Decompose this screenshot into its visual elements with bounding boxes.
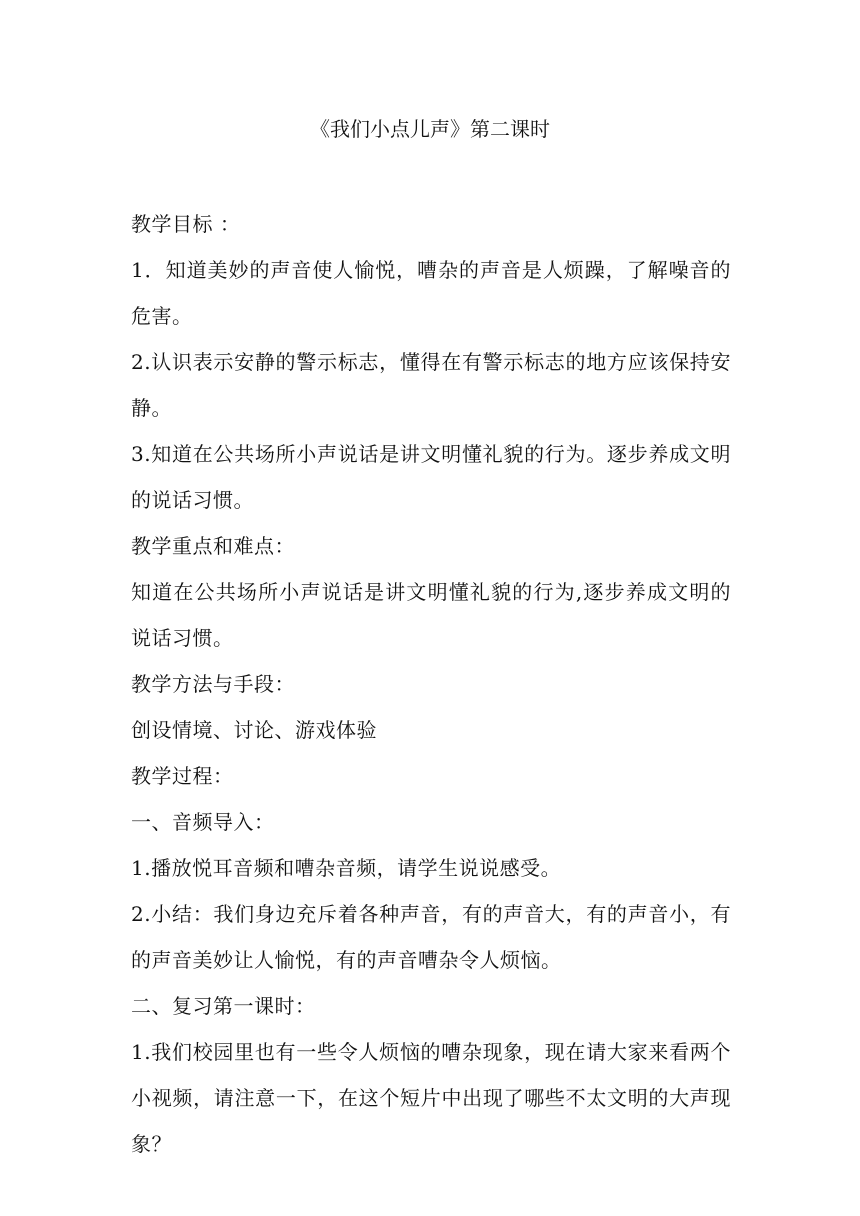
process-step-2-item-1: 1.我们校园里也有一些令人烦恼的嘈杂现象，现在请大家来看两个小视频，请注意一下，在这个短片中出现了哪些不太文明的大声现象？ [131,1040,731,1156]
document-title: 《我们小点儿声》第二课时 [310,117,550,141]
section-heading-key-points: 教学重点和难点： [131,534,295,558]
process-step-heading-2: 二、复习第一课时： [131,994,316,1018]
key-points-text: 知道在公共场所小声说话是讲文明懂礼貌的行为,逐步养成文明的说话习惯。 [131,580,731,650]
section-heading-methods: 教学方法与手段： [131,672,295,696]
section-heading-objectives: 教学目标 ： [131,212,241,236]
process-step-heading-1: 一、音频导入： [131,810,275,834]
document-body [131,201,731,1167]
methods-text: 创设情境、讨论、游戏体验 [131,718,377,742]
objective-item-1: 1．知道美妙的声音使人愉悦，嘈杂的声音是人烦躁，了解噪音的危害。 [131,258,731,328]
objective-item-3: 3.知道在公共场所小声说话是讲文明懂礼貌的行为。逐步养成文明的说话习惯。 [131,442,731,512]
section-heading-process: 教学过程： [131,764,234,788]
objective-item-2: 2.认识表示安静的警示标志，懂得在有警示标志的地方应该保持安静。 [131,350,731,420]
process-step-1-item-1: 1.播放悦耳音频和嘈杂音频，请学生说说感受。 [131,856,562,880]
process-step-1-item-2: 2.小结：我们身边充斥着各种声音，有的声音大，有的声音小，有的声音美妙让人愉悦，有的声音嘈杂令人烦恼。 [131,902,731,972]
